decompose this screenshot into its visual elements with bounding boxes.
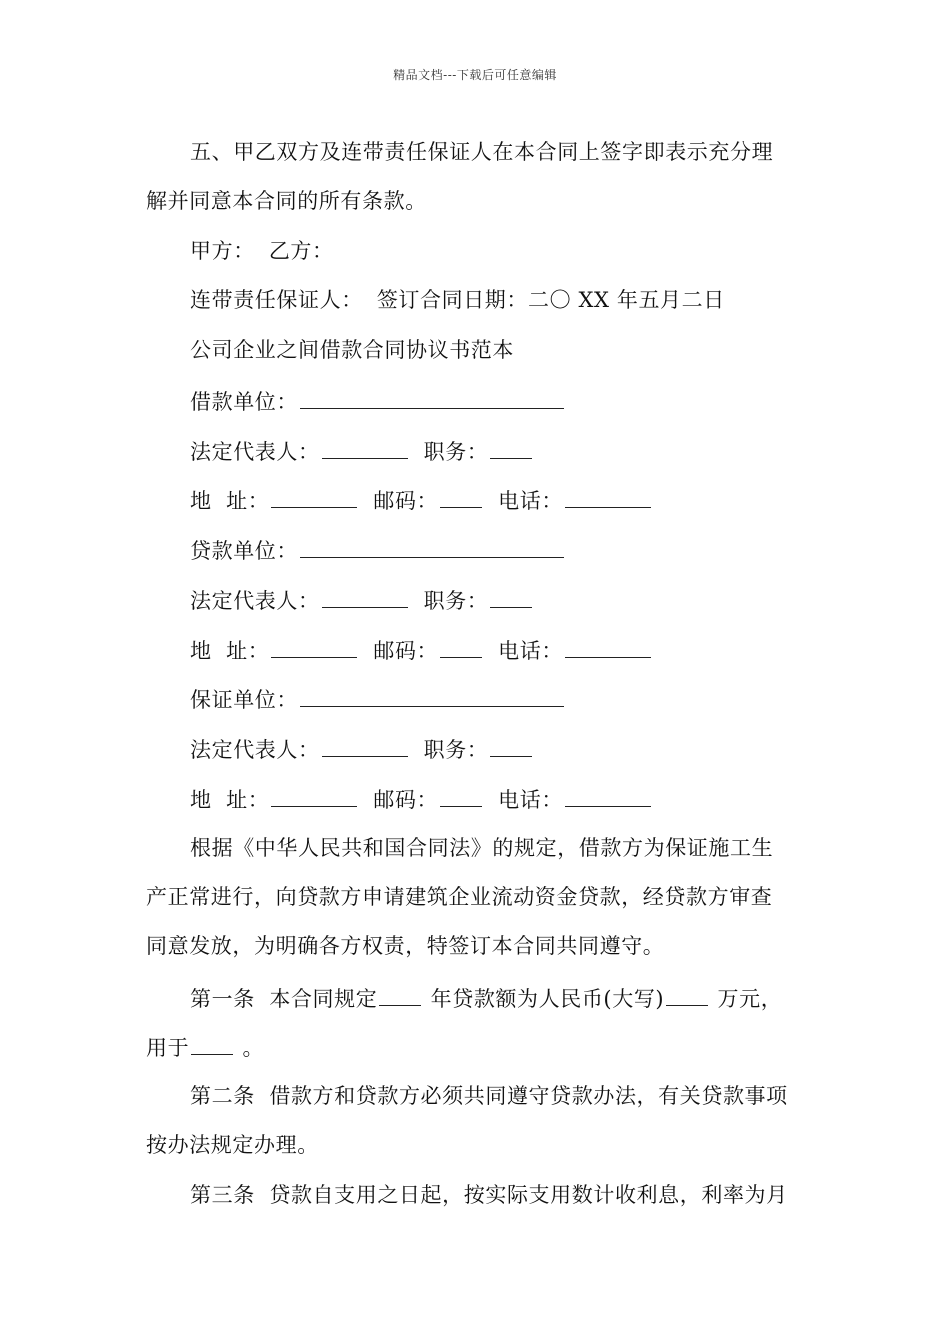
lender-address-line (190, 639, 653, 662)
legal-rep-label: 法定代表人： (190, 440, 320, 464)
page-header: 精品文档---下载后可任意编辑 (393, 68, 557, 82)
lender-rep-blank[interactable] (322, 589, 408, 608)
guarantor-label: 连带责任保证人： (190, 288, 363, 312)
position-label: 职务： (423, 738, 489, 762)
intro-line-3: 同意发放，为明确各方权责，特签订本合同共同遵守。 (146, 934, 665, 958)
party-b-label: 乙方： (268, 239, 334, 263)
guarantee-rep-line (190, 738, 534, 761)
guarantee-postcode-blank[interactable] (440, 788, 482, 807)
guarantee-address-blank[interactable] (271, 788, 357, 807)
borrower-unit-blank[interactable] (300, 390, 564, 409)
borrower-address-line (190, 489, 653, 512)
borrower-rep-line (190, 440, 534, 463)
phone-label: 电话： (498, 788, 563, 812)
guarantee-unit-blank[interactable] (300, 688, 564, 707)
position-label: 职务： (423, 440, 489, 464)
lender-postcode-blank[interactable] (440, 639, 482, 658)
guarantee-rep-blank[interactable] (322, 738, 408, 757)
phone-label: 电话： (498, 489, 563, 513)
borrower-unit-line (190, 390, 566, 413)
article-1-purpose-blank[interactable] (191, 1036, 233, 1055)
intro-line-2: 产正常进行，向贷款方申请建筑企业流动资金贷款，经贷款方审查 (146, 885, 773, 909)
lender-unit-blank[interactable] (300, 539, 564, 558)
article-1-amount-blank[interactable] (666, 987, 708, 1006)
lender-unit-label: 贷款单位： (190, 539, 298, 563)
postcode-label: 邮码： (373, 489, 439, 513)
phone-label: 电话： (498, 639, 563, 663)
postcode-label: 邮码： (373, 639, 439, 663)
guarantee-position-blank[interactable] (490, 738, 532, 757)
borrower-unit-label: 借款单位： (190, 390, 298, 414)
borrower-rep-blank[interactable] (322, 440, 408, 459)
parties-line (190, 241, 334, 262)
article-1-part-e: 。 (235, 1036, 265, 1060)
article-1-year-blank[interactable] (379, 987, 421, 1006)
lender-rep-line (190, 589, 534, 612)
guarantee-address-line (190, 788, 653, 811)
article-1-part-b: 年贷款额为人民币(大写) (423, 987, 665, 1011)
guarantee-unit-label: 保证单位： (190, 688, 298, 712)
lender-unit-line (190, 539, 566, 562)
article-2-line-2: 按办法规定办理。 (146, 1133, 319, 1157)
template-title: 公司企业之间借款合同协议书范本 (190, 338, 514, 362)
legal-rep-label: 法定代表人： (190, 589, 320, 613)
article-1-part-c: 万元， (710, 987, 783, 1011)
guarantee-phone-blank[interactable] (565, 788, 651, 807)
address-label: 地 址： (190, 788, 270, 812)
article-1-part-a: 第一条 本合同规定 (190, 987, 378, 1011)
borrower-postcode-blank[interactable] (440, 489, 482, 508)
lender-position-blank[interactable] (490, 589, 532, 608)
guarantee-unit-line (190, 688, 566, 711)
article-1-line-1 (190, 987, 782, 1010)
article-2-line-1: 第二条 借款方和贷款方必须共同遵守贷款办法，有关贷款事项 (190, 1084, 788, 1108)
position-label: 职务： (423, 589, 489, 613)
article-3-line-1: 第三条 贷款自支用之日起，按实际支用数计收利息，利率为月 (190, 1183, 788, 1207)
article-1-part-d: 用于 (146, 1036, 190, 1060)
clause-5-line-1: 五、甲乙双方及连带责任保证人在本合同上签字即表示充分理 (190, 140, 774, 164)
party-a-label: 甲方： (190, 239, 255, 263)
borrower-position-blank[interactable] (490, 440, 532, 459)
legal-rep-label: 法定代表人： (190, 738, 320, 762)
guarantor-date-line (190, 290, 725, 311)
clause-5-line-2: 解并同意本合同的所有条款。 (146, 189, 427, 213)
address-label: 地 址： (190, 489, 270, 513)
lender-phone-blank[interactable] (565, 639, 651, 658)
sign-date: 签订合同日期：二〇 XX 年五月二日 (376, 288, 725, 312)
article-1-line-2 (146, 1036, 264, 1059)
address-label: 地 址： (190, 639, 270, 663)
postcode-label: 邮码： (373, 788, 439, 812)
borrower-phone-blank[interactable] (565, 489, 651, 508)
lender-address-blank[interactable] (271, 639, 357, 658)
intro-line-1: 根据《中华人民共和国合同法》的规定，借款方为保证施工生 (190, 836, 774, 860)
borrower-address-blank[interactable] (271, 489, 357, 508)
